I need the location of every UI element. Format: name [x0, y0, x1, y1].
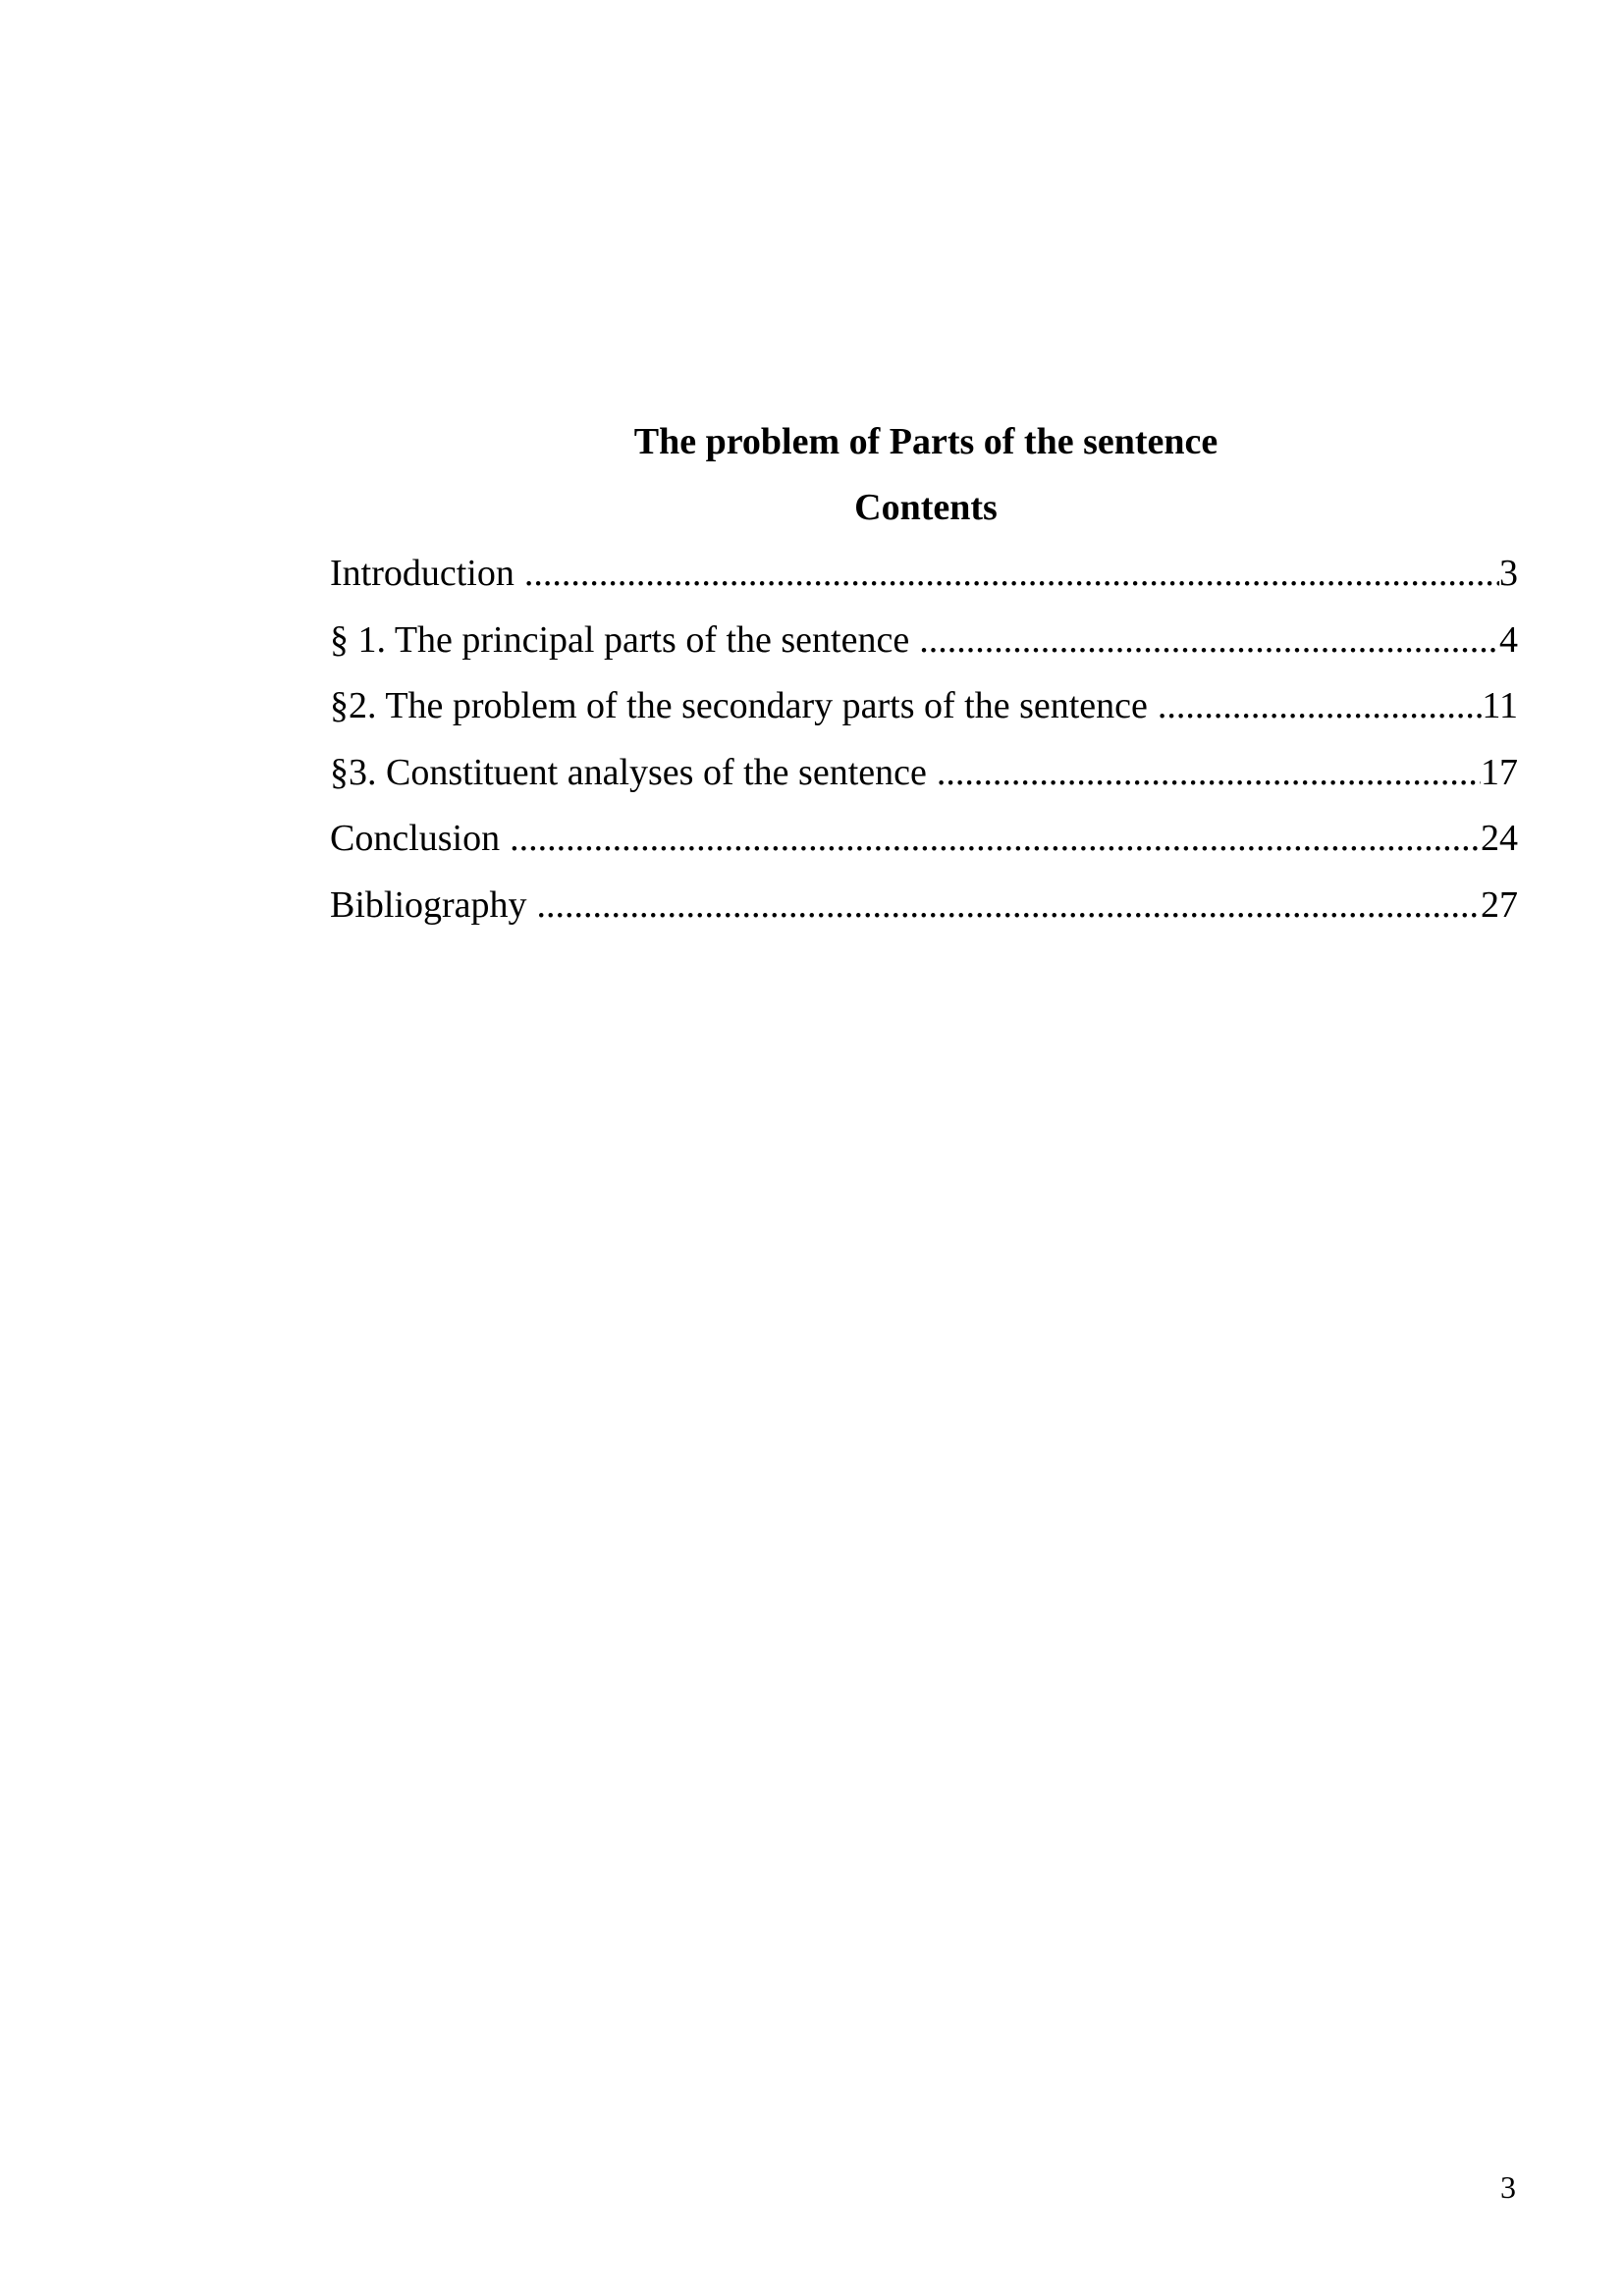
toc-entry-page: 24: [1481, 818, 1518, 859]
toc-entry-conclusion[interactable]: [330, 813, 1518, 880]
toc-entry-introduction[interactable]: [330, 548, 1518, 614]
toc-entry-page: 17: [1481, 751, 1518, 793]
toc-entry-page: 4: [1499, 618, 1518, 661]
toc-dot-leader: [919, 614, 1499, 666]
toc-entry-page: 3: [1499, 553, 1518, 594]
toc-entry-label: §3. Constituent analyses of the sentence: [330, 751, 927, 793]
toc-entry-page: 27: [1481, 883, 1518, 926]
toc-entry-bibliography[interactable]: [330, 880, 1518, 946]
toc-entry-constituent-analyses[interactable]: [330, 747, 1518, 814]
toc-entry-label: Introduction: [330, 553, 514, 594]
toc-dot-leader: [510, 813, 1481, 864]
toc-dot-leader: [1158, 680, 1483, 731]
contents-heading: Contents: [854, 487, 998, 528]
toc-dot-leader: [537, 880, 1481, 931]
toc-entry-principal-parts[interactable]: [330, 614, 1518, 681]
toc-entry-label: Bibliography: [330, 883, 527, 926]
table-of-contents: [330, 548, 1518, 945]
toc-entry-label: § 1. The principal parts of the sentence: [330, 618, 910, 661]
page-number: 3: [1500, 2169, 1516, 2205]
document-title: The problem of Parts of the sentence: [633, 421, 1218, 462]
toc-entry-secondary-parts[interactable]: [330, 680, 1518, 747]
toc-dot-leader: [937, 747, 1481, 798]
toc-dot-leader: [524, 548, 1499, 599]
toc-entry-page: 11: [1482, 685, 1518, 726]
toc-entry-label: Conclusion: [330, 818, 501, 859]
toc-entry-label: §2. The problem of the secondary parts of the sentence: [330, 685, 1148, 726]
